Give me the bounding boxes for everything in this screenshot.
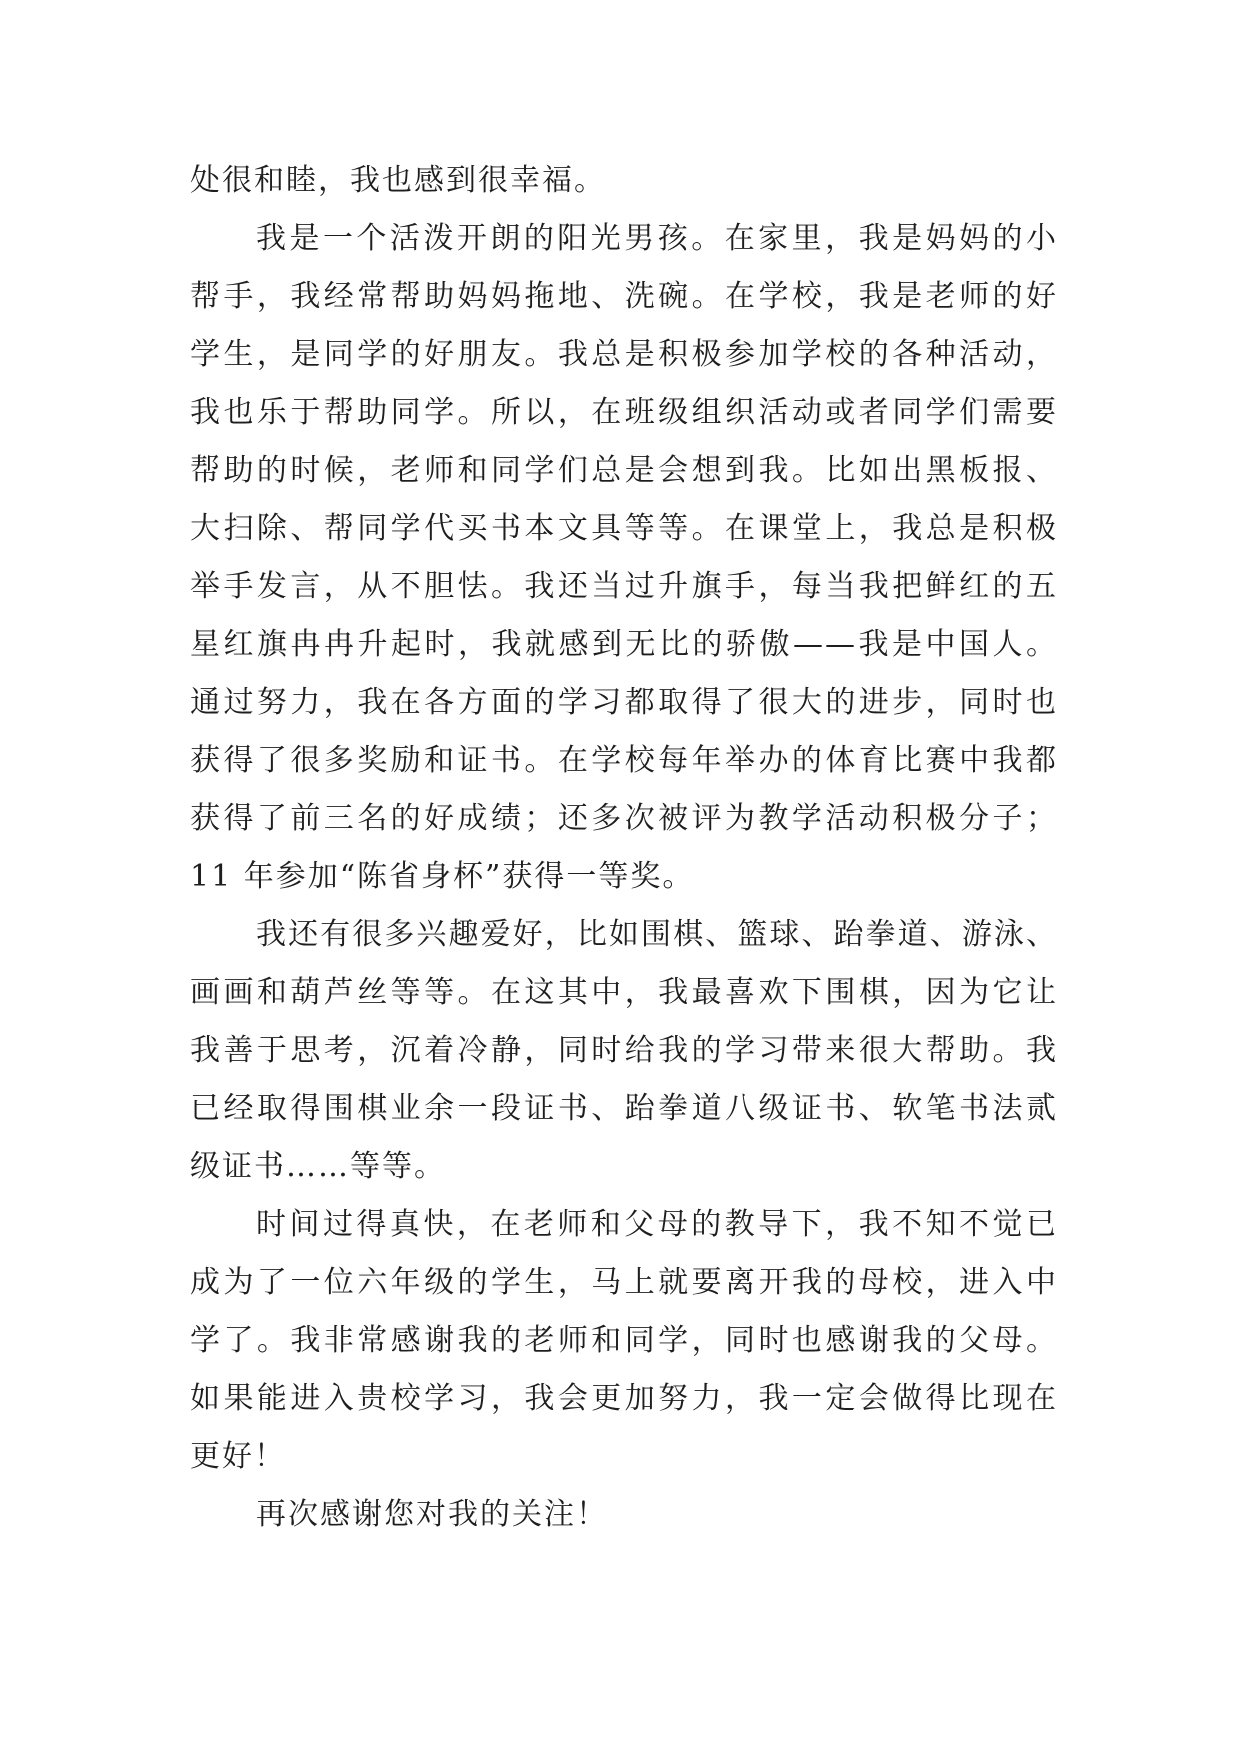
text-line: 再次感谢您对我的关注！ [256, 1497, 608, 1532]
text-line: 我还有很多兴趣爱好，比如围棋、篮球、跆拳道、游泳、 [256, 917, 1058, 952]
text-line: 11 年参加“陈省身杯”获得一等奖。 [190, 859, 695, 894]
text-line: 成为了一位六年级的学生，马上就要离开我的母校，进入中 [190, 1265, 1058, 1300]
text-line: 我是一个活泼开朗的阳光男孩。在家里，我是妈妈的小 [256, 221, 1058, 256]
text-line: 如果能进入贵校学习，我会更加努力，我一定会做得比现在 [190, 1381, 1058, 1416]
text-line: 处很和睦，我也感到很幸福。 [190, 163, 606, 198]
text-line: 举手发言，从不胆怯。我还当过升旗手，每当我把鲜红的五 [190, 569, 1058, 604]
text-line: 帮助的时候，老师和同学们总是会想到我。比如出黑板报、 [190, 453, 1058, 488]
text-line: 帮手，我经常帮助妈妈拖地、洗碗。在学校，我是老师的好 [190, 279, 1058, 314]
text-line: 级证书……等等。 [190, 1149, 446, 1184]
text-line: 时间过得真快，在老师和父母的教导下，我不知不觉已 [256, 1207, 1058, 1242]
text-line: 学了。我非常感谢我的老师和同学，同时也感谢我的父母。 [190, 1323, 1058, 1358]
text-line: 通过努力，我在各方面的学习都取得了很大的进步，同时也 [190, 685, 1058, 720]
body-text [190, 152, 1058, 1544]
text-line: 星红旗冉冉升起时，我就感到无比的骄傲——我是中国人。 [190, 627, 1058, 662]
text-line: 获得了很多奖励和证书。在学校每年举办的体育比赛中我都 [190, 743, 1058, 778]
text-line: 大扫除、帮同学代买书本文具等等。在课堂上，我总是积极 [190, 511, 1058, 546]
text-line: 我善于思考，沉着冷静，同时给我的学习带来很大帮助。我 [190, 1033, 1058, 1068]
text-line: 已经取得围棋业余一段证书、跆拳道八级证书、软笔书法贰 [190, 1091, 1058, 1126]
text-line: 我也乐于帮助同学。所以，在班级组织活动或者同学们需要 [190, 395, 1058, 430]
text-line: 画画和葫芦丝等等。在这其中，我最喜欢下围棋，因为它让 [190, 975, 1058, 1010]
text-line: 学生，是同学的好朋友。我总是积极参加学校的各种活动， [190, 337, 1058, 372]
text-line: 获得了前三名的好成绩；还多次被评为教学活动积极分子； [190, 801, 1058, 836]
text-line: 更好！ [190, 1439, 286, 1474]
